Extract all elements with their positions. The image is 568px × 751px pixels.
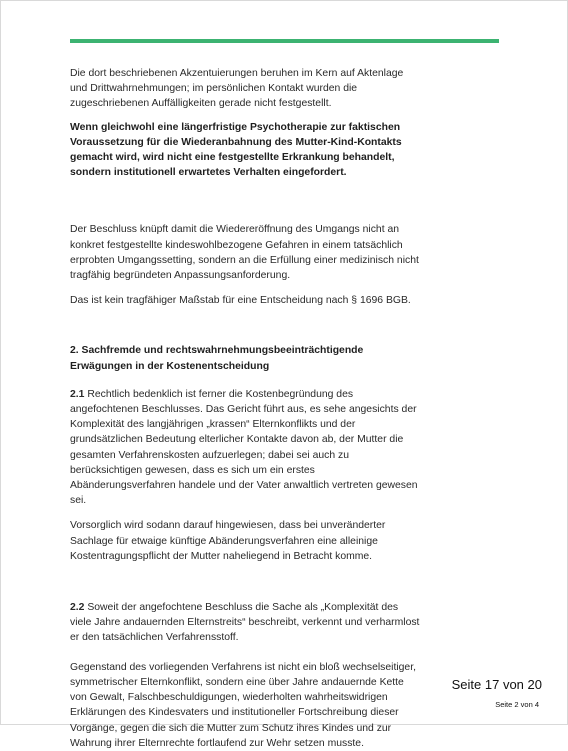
paragraph-vorsorglich: Vorsorglich wird sodann darauf hingewiesen, dass bei unveränderter Sachlage für etwaige künftige Abänderungsverfahren eine alleinige Kostentragungspflicht der Mutter naheliegend in Betracht komme. <box>70 520 386 562</box>
paragraph-2-1 <box>70 387 420 509</box>
page-sub-counter: Seite 2 von 4 <box>495 700 539 709</box>
paragraph-bgb-massstab: Das ist kein tragfähiger Maßstab für eine Entscheidung nach § 1696 BGB. <box>70 295 411 307</box>
paragraph-gegenstand: Gegenstand des vorliegenden Verfahrens ist nicht ein bloß wechselseitiger, symmetrischer Elternkonflikt, sondern eine über Jahre andauernde Kette von Gewalt, Falschbeschuldigungen, wiederholten wahrheitswidrigen Erklärungen des Kindesvaters und institutioneller Fortschreibung dieser Vorgänge, gegen die sich die Mutter zum Schutz ihres Kindes und zur Wahrung ihrer Elternrechte fortlaufend zur Wehr setzen musste. <box>70 661 416 749</box>
page-counter: Seite 17 von 20 <box>451 677 542 692</box>
green-header-rule <box>70 39 499 43</box>
section-heading-2: 2. Sachfremde und rechtswahrnehmungsbeeinträchtigende Erwägungen in der Kostenentscheidung <box>70 345 364 372</box>
paragraph-number-2-1: 2.1 <box>70 388 85 400</box>
paragraph-2-1-text: Rechtlich bedenklich ist ferner die Kostenbegründung des angefochtenen Beschlusses. Das Gericht führt aus, es sehe angesichts der Komplexität des langjährigen „krassen“ Elternkonflikts und der grundsätzlichen Bedeutung elterlicher Kontakte davon ab, der Mutter die gesamten Verfahrenskosten aufzuerlegen; dabei sei auch zu berücksichtigen gewesen, dass es sich um ein erstes Abänderungsverfahren handele und der Vater anwaltlich vertreten gewesen sei. <box>70 388 418 507</box>
paragraph-2-2-text: Soweit der angefochtene Beschluss die Sache als „Komplexität des viele Jahre andauernden Elternstreits“ beschreibt, verkennt und verharmlost er den tatsächlichen Verfahrensstoff. <box>70 602 420 644</box>
document-body <box>70 66 420 751</box>
paragraph-akzentuierungen: Die dort beschriebenen Akzentuierungen beruhen im Kern auf Aktenlage und Drittwahrnehmungen; im persönlichen Kontakt wurden die zugeschriebenen Auffälligkeiten gerade nicht festgestellt. <box>70 68 404 110</box>
paragraph-number-2-2: 2.2 <box>70 602 85 614</box>
paragraph-psychotherapie-bold: Wenn gleichwohl eine längerfristige Psychotherapie zur faktischen Voraussetzung für die Wiederanbahnung des Mutter-Kind-Kontakts gemacht wird, wird nicht eine festgestellte Erkrankung behandelt, sondern institutionell erwartetes Verhalten eingefordert. <box>70 121 402 179</box>
paragraph-beschluss-umgang: Der Beschluss knüpft damit die Wiedereröffnung des Umgangs nicht an konkret festgestellte kindeswohlbezogene Gefahren in einem tatsächlich erprobten Umgangssetting, sondern an die Erfüllung einer medizinisch nicht tragfähig begründeten Anpassungsanforderung. <box>70 224 419 282</box>
paragraph-2-2 <box>70 600 420 646</box>
